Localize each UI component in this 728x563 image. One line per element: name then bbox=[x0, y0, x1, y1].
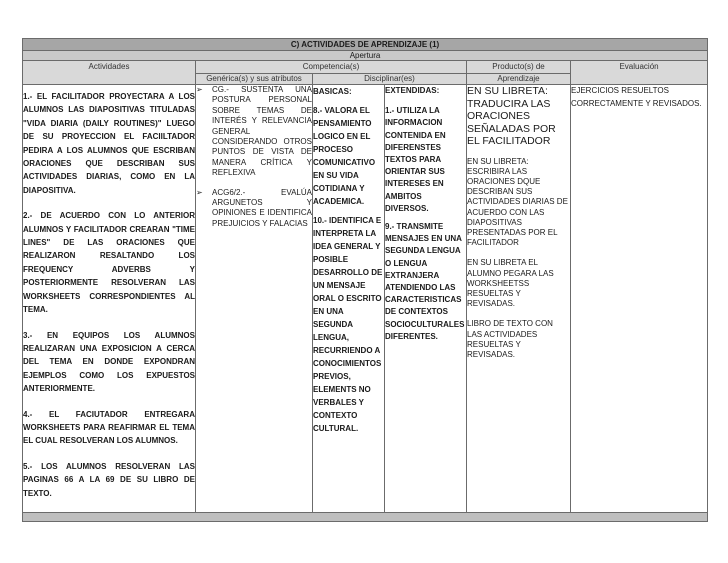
header-evaluacion: Evaluación bbox=[571, 61, 708, 85]
arrow-bullet-icon: ➢ bbox=[196, 187, 203, 197]
generic-competency-item bbox=[196, 188, 312, 230]
basic-competencies-cell bbox=[313, 85, 385, 513]
basic-competencies-heading: BASICAS: bbox=[313, 87, 352, 96]
bottom-separator-row bbox=[23, 512, 708, 521]
basic-competency-item: 8.- VALORA EL PENSAMIENTO LOGICO EN EL PROCESO COMUNICATIVO EN SU VIDA COTIDIANA Y ACADEMICA. bbox=[313, 106, 376, 206]
product-item: LIBRO DE TEXTO CON LAS ACTIVIDADES RESUELTAS Y REVISADAS. bbox=[467, 319, 553, 359]
section-title: C) ACTIVIDADES DE APRENDIZAJE (1) bbox=[23, 39, 708, 51]
learning-activities-table bbox=[22, 38, 708, 522]
activity-item: 3.- EN EQUIPOS LOS ALUMNOS REALIZARAN UNA EXPOSICION A CERCA DEL TEMA EN DONDE EXPONDRAN EJEMPLOS COMO LOS EXPUESTOS ANTERIORMENTE. bbox=[23, 330, 195, 394]
products-cell bbox=[467, 85, 571, 513]
activity-item: 5.- LOS ALUMNOS RESOLVERAN LAS PAGINAS 66 A LA 69 DE SU LIBRO DE TEXTO. bbox=[23, 461, 195, 498]
header-actividades: Actividades bbox=[23, 61, 196, 85]
header-competencias: Competencia(s) bbox=[196, 61, 467, 74]
header-genericas: Genérica(s) y sus atributos bbox=[196, 74, 313, 85]
basic-competency-item: 10.- IDENTIFICA E INTERPRETA LA IDEA GENERAL Y POSIBLE DESARROLLO DE UN MENSAJE ORAL O ESCRITO EN UNA SEGUNDA LENGUA, RECURRIENDO A CONOCIMIENTOS PREVIOS, ELEMENTS NO VERBALES Y CONTEXTO CULTURAL. bbox=[313, 216, 383, 433]
extended-competency-item: 1.- UTILIZA LA INFORMACION CONTENIDA EN DIFERENSTES TEXTOS PARA ORIENTAR SUS INTERESES EN AMBITOS DIVERSOS. bbox=[385, 106, 446, 213]
extended-competencies-heading: EXTENDIDAS: bbox=[385, 86, 440, 95]
bottom-separator bbox=[23, 512, 708, 521]
generic-competencies-cell bbox=[196, 85, 313, 513]
activities-cell bbox=[23, 85, 196, 513]
arrow-bullet-icon: ➢ bbox=[196, 85, 203, 94]
generic-competency-text: ACG6/2.- EVALÚA ARGUNETOS Y OPINIONES E IDENTIFICA PREJUICIOS Y FALACIAS bbox=[212, 187, 312, 228]
activity-item: 2.- DE ACUERDO CON LO ANTERIOR ALUMNOS Y FACILITADOR CREARAN "TIME LINES" DE LAS ORACIONES QUE REALIZARON RESALTANDO LOS FREQUENCY ADVERBS Y POSTERIORMENTE RESOLVERAN LAS WORKSHEETS CORRESPONDIENTES AL TEMA. bbox=[23, 211, 195, 315]
extended-competencies-cell bbox=[385, 85, 467, 513]
extended-competency-item: 9.- TRANSMITE MENSAJES EN UNA SEGUNDA LENGUA O LENGUA EXTRANJERA ATENDIENDO LAS CARACTERISTICAS DE CONTEXTOS SOCIOCULTURALES DIFERENTES. bbox=[385, 222, 465, 341]
header-producto: Producto(s) de bbox=[467, 61, 571, 74]
product-item: EN SU LIBRETA EL ALUMNO PEGARA LAS WORKSHEETSS RESUELTAS Y REVISADAS. bbox=[467, 258, 554, 309]
phase-label: Apertura bbox=[23, 51, 708, 61]
header-aprendizaje: Aprendizaje bbox=[467, 74, 571, 85]
activity-item: 4.- EL FACIUTADOR ENTREGARA WORKSHEETS PARA REAFIRMAR EL TEMA EL CUAL RESOLVERAN LOS ALUMNOS. bbox=[23, 409, 195, 446]
evaluation-cell: EJERCICIOS RESUELTOS CORRECTAMENTE Y REVISADOS. bbox=[571, 85, 708, 513]
activity-item: 1.- EL FACILITADOR PROYECTARA A LOS ALUMNOS LAS DIAPOSITIVAS TITULADAS "VIDA DIARIA (DAILY ROUTINES)" LUEGO DE SU PROYECCION EL FACIILTADOR PEDIRA A LOS ALUMNOS QUE ESCRIBAN ORACIONES QUE DESCRIBAN SUS ACTIVIDADES DIARIAS, COMO EN LA DIAPOSITIVA. bbox=[23, 92, 195, 195]
product-item: EN SU LIBRETA: ESCRIBIRA LAS ORACIONES DQUE DESCRIBAN SUS ACTIVIDADES DIARIAS DE ACUERDO CON LAS DIAPOSITIVAS PRESENTADAS POR EL FACILITADOR bbox=[467, 156, 568, 248]
generic-competency-text: CG.- SUSTENTA UNA POSTURA PERSONAL SOBRE TEMAS DE INTERÉS Y RELEVANCIA GENERAL CONSIDERANDO OTROS PUNTOS DE VISTA DE MANERA CRÍTICA Y REFLEXIVA bbox=[212, 85, 312, 178]
generic-competency-item bbox=[196, 85, 312, 179]
header-disciplinares: Disciplinar(es) bbox=[313, 74, 467, 85]
product-main: EN SU LIBRETA: TRADUCIRA LAS ORACIONES SEÑALADAS POR EL FACILITADOR bbox=[467, 85, 556, 147]
